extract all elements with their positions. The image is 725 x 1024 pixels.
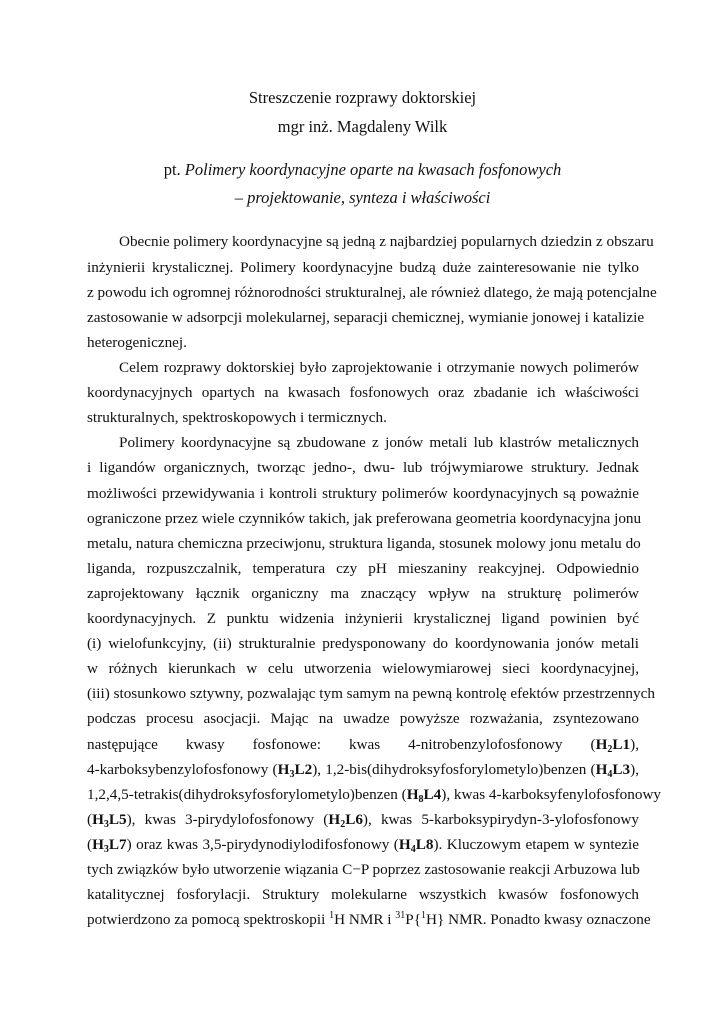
paragraph-1-line: Obecnie polimery koordynacyjne są jedną z najbardziej popularnych dziedzin z obszaru bbox=[119, 233, 654, 250]
compound-list-line: następujące kwasy fosfonowe: kwas 4-nitrobenzylofosfonowy $(H_2L1)$, bbox=[87, 736, 639, 755]
paragraph-1-line: heterogenicznej. bbox=[87, 334, 187, 351]
paragraph-3-line: katalitycznej fosforylacji. Struktury molekularne wszystkich kwasów fosfonowych bbox=[87, 886, 639, 903]
paragraph-2-line: Celem rozprawy doktorskiej było zaprojektowanie i otrzymanie nowych polimerów bbox=[119, 359, 639, 376]
author-line: mgr inż. Magdaleny Wilk bbox=[277, 117, 448, 136]
compound-label: $H_3L2$ bbox=[277, 761, 313, 780]
compound-list-line: $(H_3L5)$, kwas 3-pirydylofosfonowy $(H_2L6)$, kwas 5-karboksypirydyn-3-ylofosfonowy bbox=[87, 811, 639, 830]
paragraph-3-line: tych związków było utworzenie wiązania C−P poprzez zastosowanie reakcji Arbuzowa lub bbox=[87, 861, 640, 878]
paragraph-1-line: zastosowanie w adsorpcji molekularnej, separacji chemicznej, wymianie jonowej i katalizie bbox=[87, 309, 645, 326]
paragraph-3-line: liganda, rozpuszczalnik, temperatura czy pH mieszaniny reakcyjnej. Odpowiednio bbox=[87, 560, 639, 577]
compound-list-line: $(H_3L7)$ oraz kwas 3,5-pirydynodiylodifosfonowy $(H_4L8)$. Kluczowym etapem w syntezie bbox=[87, 836, 639, 855]
paragraph-1-line: inżynierii krystalicznej. Polimery koordynacyjne budzą duże zainteresowanie nie tylko bbox=[87, 259, 639, 276]
compound-list-line: 1,2,4,5-tetrakis(dihydroksyfosforylometylo)benzen $(H_8L4)$, kwas 4-karboksyfenylofosfonowy bbox=[87, 786, 662, 805]
compound-label: $H_2L6$ bbox=[328, 811, 363, 830]
paragraph-3-line: podczas procesu asocjacji. Mając na uwadze powyższe rozważania, zsyntezowano bbox=[87, 710, 639, 727]
compound-label: $H_8L4$ bbox=[406, 786, 442, 805]
paragraph-3-line: zaprojektowany łącznik organiczny ma znaczący wpływ na strukturę polimerów bbox=[87, 585, 639, 602]
compound-label: $H_3L5$ bbox=[92, 811, 127, 830]
paragraph-1-line: z powodu ich ogromnej różnorodności strukturalnej, ale również dlatego, że mają potencjalne bbox=[87, 284, 657, 301]
paragraph-3-line: ograniczone przez wiele czynników takich, jak preferowana geometria koordynacyjna jonu bbox=[87, 510, 642, 527]
paragraph-3-line: i ligandów organicznych, tworząc jedno-, dwu- lub trójwymiarowe struktury. Jednak bbox=[87, 459, 639, 476]
compound-label: $H_4L3$ bbox=[595, 761, 631, 780]
compound-list-line: 4-karboksybenzylofosfonowy $(H_3L2)$, 1,2-bis(dihydroksyfosforylometylo)benzen $(H_4L3)$, bbox=[87, 761, 639, 780]
paragraph-3-line: w różnych kierunkach w celu utworzenia wielowymiarowej sieci koordynacyjnej, bbox=[87, 660, 639, 677]
paragraph-3-line: możliwości przewidywania i kontroli struktury polimerów koordynacyjnych są poważnie bbox=[87, 485, 639, 502]
paragraph-3-line: metalu, natura chemiczna przeciwjonu, struktura liganda, stosunek molowy jonu metalu do bbox=[87, 535, 641, 552]
dissertation-title-line-1: pt. Polimery koordynacyjne oparte na kwasach fosfonowych bbox=[163, 160, 562, 179]
dissertation-title-line-2: – projektowanie, synteza i właściwości bbox=[234, 188, 491, 207]
paragraph-3-line: (i) wielofunkcyjny, (ii) strukturalnie predysponowany do koordynowania jonów metali bbox=[87, 635, 639, 652]
paragraph-3-line: koordynacyjnych. Z punktu widzenia inżynierii krystalicznej ligand powinien być bbox=[87, 610, 639, 627]
compound-label: $H_4L8$ bbox=[398, 836, 434, 855]
paragraph-3-line: potwierdzono za pomocą spektroskopii $^1$H NMR i $^{31}$P{$^1$H} NMR. Ponadto kwasy oznaczone bbox=[87, 910, 651, 928]
paragraph-2-line: koordynacyjnych opartych na kwasach fosfonowych oraz zbadanie ich właściwości bbox=[87, 384, 639, 401]
document-title: Streszczenie rozprawy doktorskiej bbox=[248, 88, 477, 107]
compound-label: $H_3L7$ bbox=[92, 836, 127, 855]
paragraph-2-line: strukturalnych, spektroskopowych i termicznych. bbox=[87, 409, 387, 426]
paragraph-3-line: Polimery koordynacyjne są zbudowane z jonów metali lub klastrów metalicznych bbox=[119, 434, 639, 451]
compound-label: $H_2L1$ bbox=[595, 736, 631, 755]
paragraph-3-line: (iii) stosunkowo sztywny, pozwalając tym samym na pewną kontrolę efektów przestrzennych bbox=[87, 685, 655, 702]
